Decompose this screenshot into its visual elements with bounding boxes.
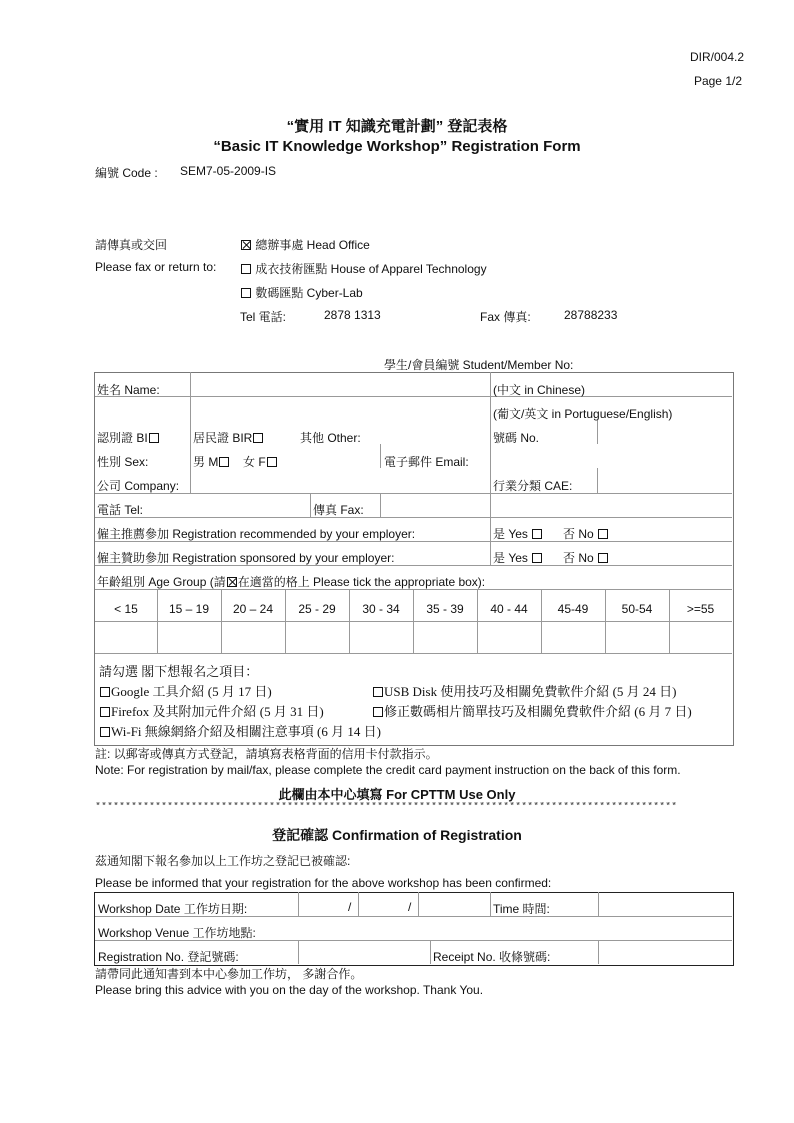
sex-male-label: 男 M (193, 455, 219, 469)
age-group-label-0: < 15 (114, 602, 138, 616)
office-use-heading: 此欄由本中心填寫 For CPTTM Use Only (278, 787, 516, 802)
title-chinese: “實用 IT 知識充電計劃” 登記表格 (286, 118, 508, 135)
sponsored-yes[interactable] (493, 549, 543, 566)
confirmation-line-en: Please be informed that your registration for the above workshop has been confirmed: (95, 876, 552, 890)
age-grid-divider (477, 589, 478, 653)
option-head-office-label: 總辦事處 Head Office (255, 238, 370, 252)
age-group-label-3: 25 - 29 (298, 602, 336, 616)
checkbox-male[interactable] (219, 457, 229, 467)
note-chinese: 註: 以郵寄或傳真方式登記，請填寫表格背面的信用卡付款指示。 (95, 747, 438, 761)
option-apparel-label: 成衣技術匯點 House of Apparel Technology (255, 262, 487, 276)
age-group-tick-cell-3[interactable] (285, 622, 349, 652)
interest-item-usb[interactable] (372, 681, 677, 700)
confirmation-title: 登記確認 Confirmation of Registration (272, 827, 522, 843)
sex-male[interactable] (193, 453, 230, 470)
age-group-label (97, 573, 485, 590)
title-english: “Basic IT Knowledge Workshop” Registration Form (213, 138, 581, 155)
id-other-label: 其他 Other: (300, 431, 361, 445)
age-group-tick-cell-4[interactable] (349, 622, 413, 652)
bring-advice-en: Please bring this advice with you on the day of the workshop. Thank You. (95, 983, 484, 997)
age-group-tick-cell-6[interactable] (477, 622, 541, 652)
name-chinese-label: (中文 in Chinese) (493, 383, 586, 397)
interest-google-label: Google 工具介紹 (5 月 17 日) (111, 684, 272, 699)
checkbox-cyber-lab[interactable] (241, 288, 251, 298)
checkbox-head-office[interactable] (241, 240, 251, 250)
checkbox-interest-usb[interactable] (373, 687, 383, 697)
checkbox-apparel[interactable] (241, 264, 251, 274)
age-group-tick-cell-2[interactable] (221, 622, 285, 652)
tel-label: Tel 電話: (240, 310, 287, 324)
page-number: Page 1/2 (693, 74, 742, 88)
id-bir-label: 居民證 BIR (193, 431, 253, 445)
age-group-tick-cell-0[interactable] (95, 622, 157, 652)
confirmation-line-cn: 茲通知閣下報名參加以上工作坊之登記已被確認: (95, 854, 351, 868)
age-group-label-pre: 年齡組別 Age Group (請 (97, 575, 226, 589)
tick-example-icon (227, 577, 237, 587)
sponsored-no[interactable] (563, 549, 609, 566)
interest-firefox-label: Firefox 及其附加元件介紹 (5 月 31 日) (111, 704, 324, 719)
id-bir[interactable] (193, 429, 264, 446)
age-group-label-2: 20 – 24 (232, 602, 274, 616)
code-value: SEM7-05-2009-IS (180, 164, 277, 178)
age-group-label-post: 在適當的格上 Please tick the appropriate box): (237, 575, 486, 589)
option-head-office[interactable] (240, 236, 370, 253)
sponsored-label: 僱主贊助參加 Registration sponsored by your employer: (97, 551, 395, 565)
age-group-label-9: >=55 (686, 602, 715, 616)
email-label: 電子郵件 Email: (384, 455, 469, 469)
return-label-cn: 請傳真或交回 (95, 238, 168, 252)
interest-photo-label: 修正數碼相片簡單技巧及相關免費軟件介紹 (6 月 7 日) (384, 704, 692, 719)
age-group-label-6: 40 - 44 (490, 602, 528, 616)
age-group-label-4: 30 - 34 (362, 602, 400, 616)
member-no-label: 學生/會員編號 Student/Member No: (384, 358, 574, 372)
sponsored-yes-label: 是 Yes (493, 551, 528, 565)
age-group-label-1: 15 – 19 (168, 602, 210, 616)
interest-item-photo[interactable] (372, 701, 692, 720)
workshop-venue-label: Workshop Venue 工作坊地點: (98, 926, 256, 940)
age-group-tick-cell-1[interactable] (157, 622, 221, 652)
age-grid-divider (541, 589, 542, 653)
option-cyber-lab[interactable] (240, 284, 363, 301)
id-bi[interactable] (97, 429, 160, 446)
age-grid-divider (157, 589, 158, 653)
registration-no-label: Registration No. 登記號碼: (98, 950, 239, 964)
document-code: DIR/004.2 (689, 50, 744, 64)
age-grid-divider (669, 589, 670, 653)
age-group-label-8: 50-54 (621, 602, 653, 616)
age-group-tick-cell-9[interactable] (669, 622, 732, 652)
name-portuguese-label: (葡文/英文 in Portuguese/English) (493, 407, 673, 421)
separator-stars: ************************************************************************************************* (95, 802, 678, 813)
cae-label: 行業分類 CAE: (493, 479, 573, 493)
recommended-no[interactable] (563, 525, 609, 542)
sex-label: 性別 Sex: (97, 455, 149, 469)
company-label: 公司 Company: (97, 479, 180, 493)
checkbox-bi[interactable] (149, 433, 159, 443)
recommended-label: 僱主推薦參加 Registration recommended by your employer: (97, 527, 416, 541)
age-group-tick-cell-5[interactable] (413, 622, 477, 652)
workshop-time-label: Time 時間: (493, 902, 550, 916)
bring-advice-cn: 請帶同此通知書到本中心參加工作坊， 多謝合作。 (95, 967, 363, 981)
recommended-yes-label: 是 Yes (493, 527, 528, 541)
checkbox-sponsored-yes[interactable] (532, 553, 542, 563)
interests-heading: 請勾選 閣下想報名之項目： (99, 664, 259, 679)
note-english: Note: For registration by mail/fax, please complete the credit card payment instruction on the back of this form. (95, 763, 681, 777)
age-grid-divider (221, 589, 222, 653)
checkbox-interest-wifi[interactable] (100, 727, 110, 737)
checkbox-bir[interactable] (253, 433, 263, 443)
date-slash-2: / (408, 900, 412, 914)
return-label-en: Please fax or return to: (95, 260, 217, 274)
checkbox-recommended-yes[interactable] (532, 529, 542, 539)
age-group-label-7: 45-49 (557, 602, 589, 616)
checkbox-interest-photo[interactable] (373, 707, 383, 717)
id-bi-label: 認別證 BI (97, 431, 148, 445)
option-cyber-lab-label: 數碼匯點 Cyber-Lab (255, 286, 363, 300)
sex-female[interactable] (243, 453, 278, 470)
interest-item-wifi[interactable] (99, 721, 381, 740)
checkbox-female[interactable] (267, 457, 277, 467)
age-group-tick-cell-7[interactable] (541, 622, 605, 652)
id-number-label: 號碼 No. (493, 431, 540, 445)
checkbox-sponsored-no[interactable] (598, 553, 608, 563)
age-group-label-5: 35 - 39 (426, 602, 464, 616)
recommended-no-label: 否 No (563, 527, 594, 541)
checkbox-recommended-no[interactable] (598, 529, 608, 539)
receipt-no-label: Receipt No. 收條號碼: (433, 950, 551, 964)
age-grid-divider (413, 589, 414, 653)
interest-item-google[interactable] (99, 681, 272, 700)
name-label: 姓名 Name: (97, 383, 160, 397)
age-grid-divider (285, 589, 286, 653)
sex-female-label: 女 F (243, 455, 266, 469)
interest-wifi-label: Wi-Fi 無線網絡介紹及相關注意事項 (6 月 14 日) (111, 724, 381, 739)
fax-value: 28788233 (564, 308, 618, 322)
checkbox-interest-firefox[interactable] (100, 707, 110, 717)
interest-usb-label: USB Disk 使用技巧及相關免費軟件介紹 (5 月 24 日) (384, 684, 677, 699)
recommended-yes[interactable] (493, 525, 543, 542)
workshop-date-label: Workshop Date 工作坊日期: (98, 902, 248, 916)
option-apparel[interactable] (240, 260, 487, 277)
phone-label: 電話 Tel: (97, 503, 144, 517)
age-grid-divider (349, 589, 350, 653)
sponsored-no-label: 否 No (563, 551, 594, 565)
fax-label: Fax 傳真: (480, 310, 531, 324)
tel-value: 2878 1313 (324, 308, 381, 322)
age-group-tick-cell-8[interactable] (605, 622, 669, 652)
date-slash-1: / (348, 900, 352, 914)
age-grid-divider (605, 589, 606, 653)
interest-item-firefox[interactable] (99, 701, 324, 720)
code-label: 編號 Code : (95, 166, 158, 180)
fax-field-label: 傳真 Fax: (313, 503, 364, 517)
checkbox-interest-google[interactable] (100, 687, 110, 697)
